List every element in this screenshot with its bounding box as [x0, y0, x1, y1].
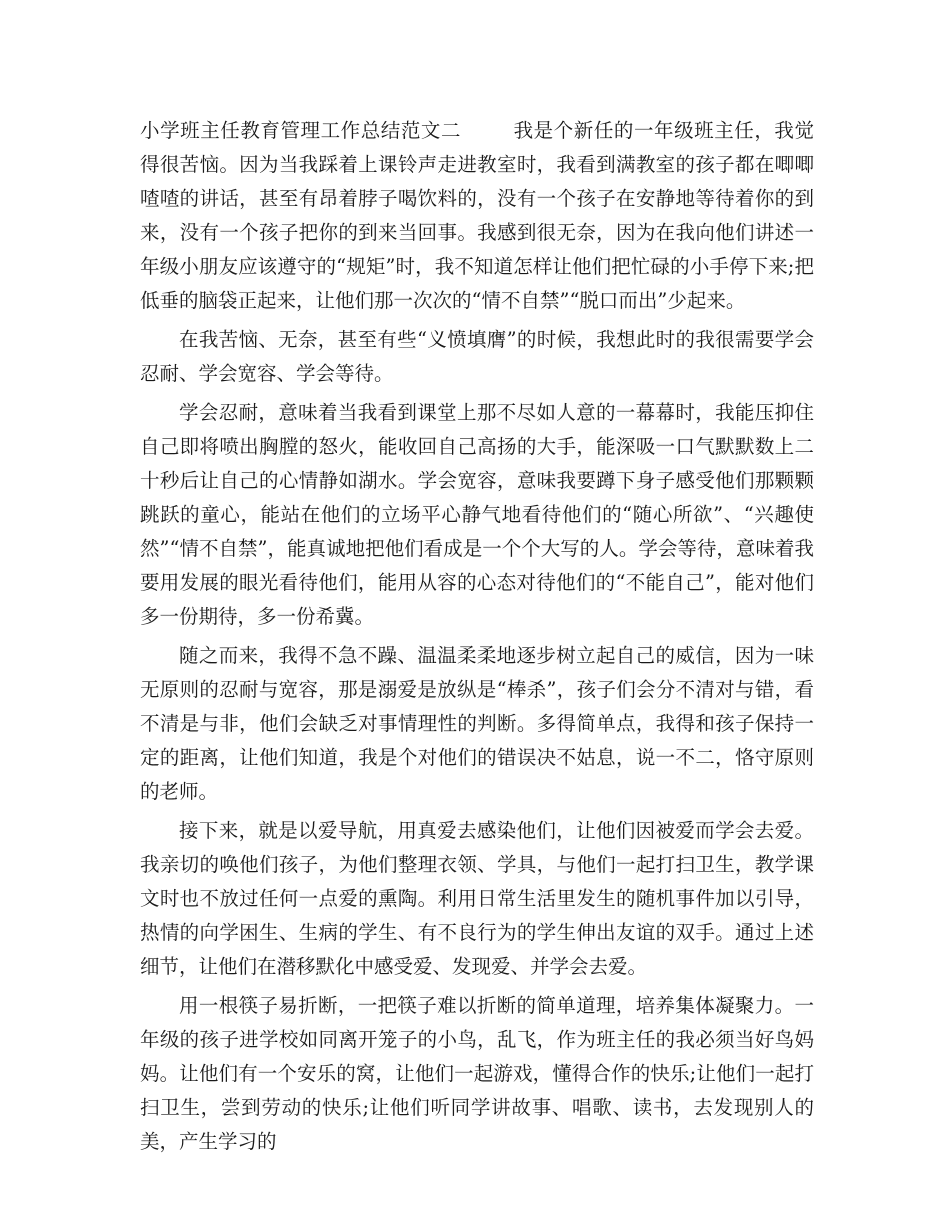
paragraph-2: 在我苦恼、无奈，甚至有些“义愤填膺”的时候，我想此时的我很需要学会忍耐、学会宽容、学会等待。 [140, 328, 814, 385]
paragraph-4: 随之而来，我得不急不躁、温温柔柔地逐步树立起自己的威信，因为一味无原则的忍耐与宽容，那是溺爱是放纵是“棒杀”，孩子们会分不清对与错，看不清是与非，他们会缺乏对事情理性的判断。多得简单点，我得和孩子保持一定的距离，让他们知道，我是个对他们的错误决不姑息，说一不二，恪守原则的老师。 [140, 644, 814, 803]
paragraph-3: 学会忍耐，意味着当我看到课堂上那不尽如人意的一幕幕时，我能压抑住自己即将喷出胸膛的怒火，能收回自己高扬的大手，能深吸一口气默默数上二十秒后让自己的心情静如湖水。学会宽容，意味我要蹲下身子感受他们那颗颗跳跃的童心，能站在他们的立场平心静气地看待他们的“随心所欲”、“兴趣使然”“情不自禁”，能真诚地把他们看成是一个个大写的人。学会等待，意味着我要用发展的眼光看待他们，能用从容的心态对待他们的“不能自己”，能对他们多一份期待，多一份希冀。 [140, 401, 814, 628]
paragraph-5: 接下来，就是以爱导航，用真爱去感染他们，让他们因被爱而学会去爱。我亲切的唤他们孩子，为他们整理衣领、学具，与他们一起打扫卫生，教学课文时也不放过任何一点爱的熏陶。利用日常生活里发生的随机事件加以引导，热情的向学困生、生病的学生、有不良行为的学生伸出友谊的双手。通过上述细节，让他们在潜移默化中感受爱、发现爱、并学会去爱。 [140, 819, 814, 978]
paragraph-1 [140, 114, 814, 318]
paragraph-1-text: 我是个新任的一年级班主任，我觉得很苦恼。因为当我踩着上课铃声走进教室时，我看到满教室的孩子都在唧唧喳喳的讲话，甚至有昂着脖子喝饮料的，没有一个孩子在安静地等待着你的到来，没有一个孩子把你的到来当回事。我感到很无奈，因为在我向他们讲述一年级小朋友应该遵守的“规矩”时，我不知道怎样让他们把忙碌的小手停下来;把低垂的脑袋正起来，让他们那一次次的“情不自禁”“脱口而出”少起来。 [140, 119, 814, 312]
document-title: 小学班主任教育管理工作总结范文二 [140, 119, 462, 142]
paragraph-6: 用一根筷子易折断，一把筷子难以折断的简单道理，培养集体凝聚力。一年级的孩子进学校如同离开笼子的小鸟，乱飞，作为班主任的我必须当好鸟妈妈。让他们有一个安乐的窝，让他们一起游戏，懂得合作的快乐;让他们一起打扫卫生，尝到劳动的快乐;让他们听同学讲故事、唱歌、读书，去发现别人的美，产生学习的 [140, 994, 814, 1153]
document-body [140, 114, 814, 1164]
